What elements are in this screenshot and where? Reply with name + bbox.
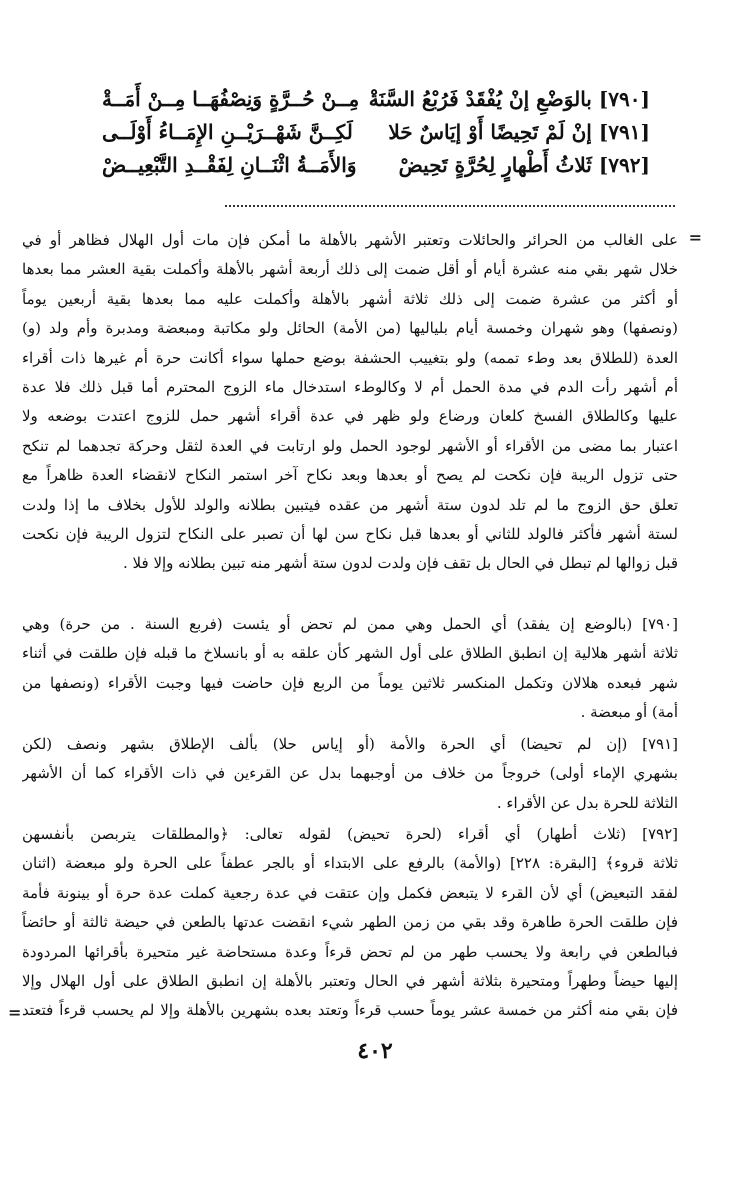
commentary-791 bbox=[22, 730, 678, 818]
commentary-790 bbox=[22, 610, 678, 728]
text-line: أم أشهر رأت الدم في مدة الحمل أم لا وكالوطء استدخال ماء الزوج المحترم أما قبل ذلك فلا عدة bbox=[22, 377, 678, 396]
text-line: تعلق حق الزوج ما لم تلد لدون ستة أشهر من عقده فيتبين بطلانه والولد للأول بخلاف ما إذا ولدت bbox=[22, 495, 678, 514]
dotted-separator bbox=[225, 205, 675, 207]
verse-second-hemistich: لَكِــنَّ شَهْــرَيْــنِ الإِمَــاءُ أَوْلَــى bbox=[102, 119, 353, 144]
text-line: فبالطعن في رابعة ولا يحسب طهر من لم تحض قرءاً وعدة مستحاضة غير متحيرة بأقرائها المردودة bbox=[22, 942, 678, 961]
text-line: العدة (للطلاق بعد وطء تممه) ولو بتغييب الحشفة بوضع حملها سواء أكانت حرة أم غيرها ذات أقراء bbox=[22, 348, 678, 367]
verse-second-hemistich: وَالأَمَــةُ اثْنَــانِ لِفَقْــدِ التَّبْعِيــضْ bbox=[102, 152, 357, 177]
text-line: ثلاثة قروء﴾ [البقرة: ٢٢٨] (والأمة) بالرفع على الابتداء أو بالجر عطفاً على الحرة ولو مبعضة (اثنان bbox=[22, 854, 678, 873]
text-line: [٧٩١] (إن لم تحيضا) أي الحرة والأمة (أو إياس حلا) بألف الإطلاق بشهر ونصف (لكن bbox=[22, 735, 678, 753]
text-line: فإن بقي منه أكثر من خمسة عشر يوماً حسب قرءاً وتعتد بعده بشهرين بالأهلة وإلا لم يحسب قرءاً فتعتد bbox=[22, 1001, 678, 1020]
text-line: قبل زوالها لم تبطل في الحال بل تقف فإن ولدت لدون ستة أشهر منه تبين بطلانه وإلا فلا . bbox=[123, 554, 678, 573]
verses-block bbox=[102, 82, 650, 181]
text-line: [٧٩٠] (بالوضع إن يفقد) أي الحمل وهي ممن لم تحض أو يئست (فربع السنة . من حرة) وهي bbox=[22, 615, 678, 633]
text-line: حتى تزول الريبة فإن نكحت لم يصح أو بعدها وبعد نكاح آخر استمر النكاح لانقضاء العدة ظاهراً مع bbox=[22, 466, 678, 485]
page-number: ٤٠٢ bbox=[357, 1038, 393, 1064]
text-line: إليها حيضاً وطهراً ومتحيرة بثلاثة أشهر في الحال وتعتبر بالأهلة إن انطبق الطلاق على أول الهلال وإلا bbox=[22, 971, 678, 990]
verse-790 bbox=[102, 82, 650, 115]
verse-first-hemistich: [٧٩٠] بالوَضْعِ إنْ يُفْقَدْ فَرُبْعُ السَّنَةْ bbox=[368, 86, 650, 111]
text-line: خلال شهر بقي منه عشرة أيام أو أقل ضمت إلى ذلك أربعة أشهر بالأهلة وأكملت بقية العشر مما بعدها bbox=[22, 260, 678, 279]
text-line: عليها وكالطلاق الفسخ كلعان ورضاع ولو ظهر في عدة أقراء أشهر حمل للزوج اعتدت بوضعه ولا bbox=[22, 407, 678, 426]
text-line: شهر فبعده هلالان وتكمل المنكسر ثلاثين يوماً من الربع فإن حاضت فيها وجبت الأقراء (ونصفها من bbox=[22, 673, 678, 692]
verse-792 bbox=[102, 148, 650, 181]
text-line: على الغالب من الحرائر والحائلات وتعتبر الأشهر بالأهلة ما أمكن فإن مات أول الهلال فظاهر أو في bbox=[22, 231, 678, 249]
text-line: [٧٩٢] (ثلاث أطهار) أي أقراء (لحرة تحيض) لقوله تعالى: ﴿والمطلقات يتربصن بأنفسهن bbox=[22, 825, 678, 843]
continuation-mark-bottom: = bbox=[8, 1003, 22, 1022]
text-line: ثلاثة أشهر هلالية إن انطبق الطلاق على أول الشهر كأن علقه به أو بانسلاخ ما قبله فإن طلقت في أثناء bbox=[22, 644, 678, 663]
verse-first-hemistich: [٧٩٢] ثَلاثُ أَطْهارٍ لِحُرَّةٍ تَحِيضْ bbox=[398, 152, 650, 177]
text-line: لستة أشهر فأكثر فالولد للثاني أو بعدها قبل نكاح سن لها أن تصبر على النكاح لتزول الريبة فإن نكحت bbox=[22, 524, 678, 543]
verse-first-hemistich: [٧٩١] إنْ لَمْ تَحِيضًا أَوْ إيَاسٌ حَلا bbox=[388, 119, 650, 144]
continuation-mark-top: = bbox=[688, 228, 702, 247]
text-line: بشهري الإماء أولى) خروجاً من خلاف من أوجبهما بدل عن القرءين في ذات الأقراء كما أن الأشهر bbox=[22, 764, 678, 783]
text-line: فإن طلقت الحرة طاهرة وقد بقي من زمن الطهر شيء انقضت عدتها بالطعن في حيضة ثالثة أو حائضاً bbox=[22, 913, 678, 932]
text-line: الثلاثة للحرة بدل عن الأقراء . bbox=[496, 793, 678, 812]
text-line: اعتبار بما مضى من الأقراء أو الأشهر لوجود الحمل ولو ارتابت في العدة لثقل وحركة تجدهما لم تنكح bbox=[22, 436, 678, 455]
verse-791 bbox=[102, 115, 650, 148]
text-line: أو أكثر من عشرة ضمت إلى ذلك ثلاثة أشهر بالأهلة وأكملت عليه مما بعدها بقية أربعين يوماً bbox=[22, 289, 678, 308]
commentary-792 bbox=[22, 820, 678, 1026]
verse-second-hemistich: مِــنْ حُــرَّةٍ وَنِصْفُهَــا مِــنْ أَمَــةْ bbox=[102, 86, 360, 111]
text-line: (ونصفها) وهو شهران وخمسة أيام بلياليها (من الأمة) الحائل ولو مكاتبة ومبعضة ومدبرة وأم ولد (و) bbox=[22, 319, 678, 338]
text-line: أمة) أو مبعضة . bbox=[580, 703, 678, 722]
commentary-continued bbox=[22, 226, 678, 579]
text-line: لفقد التبعيض) أي لأن القرء لا يتبعض فكمل وإن عتقت في عدة رجعية كملت عدة حرة أو بينونة فأمة bbox=[22, 883, 678, 902]
